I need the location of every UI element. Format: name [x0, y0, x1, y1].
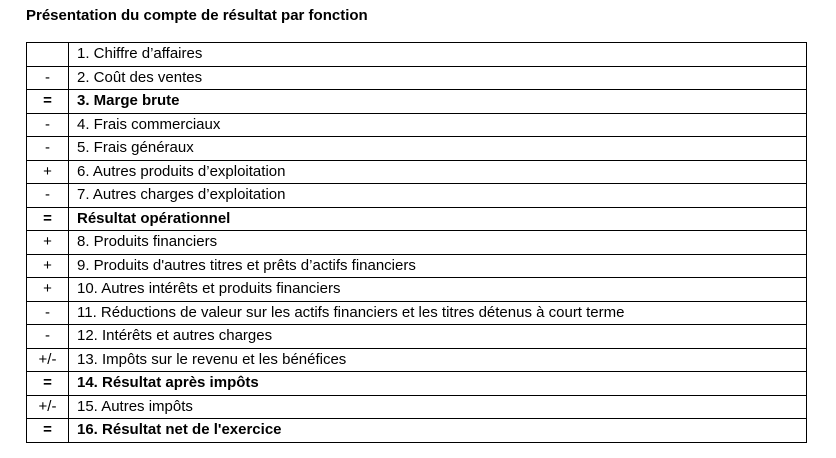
table-row [27, 207, 807, 231]
line-item-label: 1. Chiffre d’affaires [69, 43, 807, 67]
line-item-label: 5. Frais généraux [69, 137, 807, 161]
table-row [27, 419, 807, 443]
line-item-label: 6. Autres produits d’exploitation [69, 160, 807, 184]
line-item-label: Résultat opérationnel [69, 207, 807, 231]
table-row [27, 301, 807, 325]
line-item-label: 11. Réductions de valeur sur les actifs financiers et les titres détenus à court terme [69, 301, 807, 325]
table-row [27, 395, 807, 419]
income-statement-table [26, 42, 807, 443]
line-item-label: 9. Produits d'autres titres et prêts d’actifs financiers [69, 254, 807, 278]
operator-cell: = [27, 419, 69, 443]
line-item-label: 8. Produits financiers [69, 231, 807, 255]
table-row [27, 231, 807, 255]
operator-cell: = [27, 90, 69, 114]
line-item-label: 16. Résultat net de l'exercice [69, 419, 807, 443]
table-row [27, 278, 807, 302]
operator-cell: + [27, 231, 69, 255]
line-item-label: 10. Autres intérêts et produits financiers [69, 278, 807, 302]
operator-cell: +/- [27, 395, 69, 419]
line-item-label: 13. Impôts sur le revenu et les bénéfices [69, 348, 807, 372]
operator-cell: - [27, 137, 69, 161]
line-item-label: 3. Marge brute [69, 90, 807, 114]
line-item-label: 14. Résultat après impôts [69, 372, 807, 396]
operator-cell: +/- [27, 348, 69, 372]
table-row [27, 43, 807, 67]
operator-cell: = [27, 207, 69, 231]
table-row [27, 325, 807, 349]
operator-cell: + [27, 278, 69, 302]
page-title: Présentation du compte de résultat par fonction [26, 7, 368, 24]
table-row [27, 254, 807, 278]
operator-cell [27, 43, 69, 67]
operator-cell: - [27, 325, 69, 349]
table-row [27, 372, 807, 396]
table-row [27, 137, 807, 161]
table-row [27, 66, 807, 90]
line-item-label: 2. Coût des ventes [69, 66, 807, 90]
line-item-label: 12. Intérêts et autres charges [69, 325, 807, 349]
line-item-label: 7. Autres charges d’exploitation [69, 184, 807, 208]
operator-cell: - [27, 301, 69, 325]
table-row [27, 348, 807, 372]
operator-cell: - [27, 66, 69, 90]
table-row [27, 160, 807, 184]
table-row [27, 113, 807, 137]
operator-cell: = [27, 372, 69, 396]
operator-cell: - [27, 113, 69, 137]
operator-cell: - [27, 184, 69, 208]
operator-cell: + [27, 254, 69, 278]
line-item-label: 4. Frais commerciaux [69, 113, 807, 137]
line-item-label: 15. Autres impôts [69, 395, 807, 419]
operator-cell: + [27, 160, 69, 184]
table-row [27, 90, 807, 114]
table-row [27, 184, 807, 208]
table-body [27, 43, 807, 443]
